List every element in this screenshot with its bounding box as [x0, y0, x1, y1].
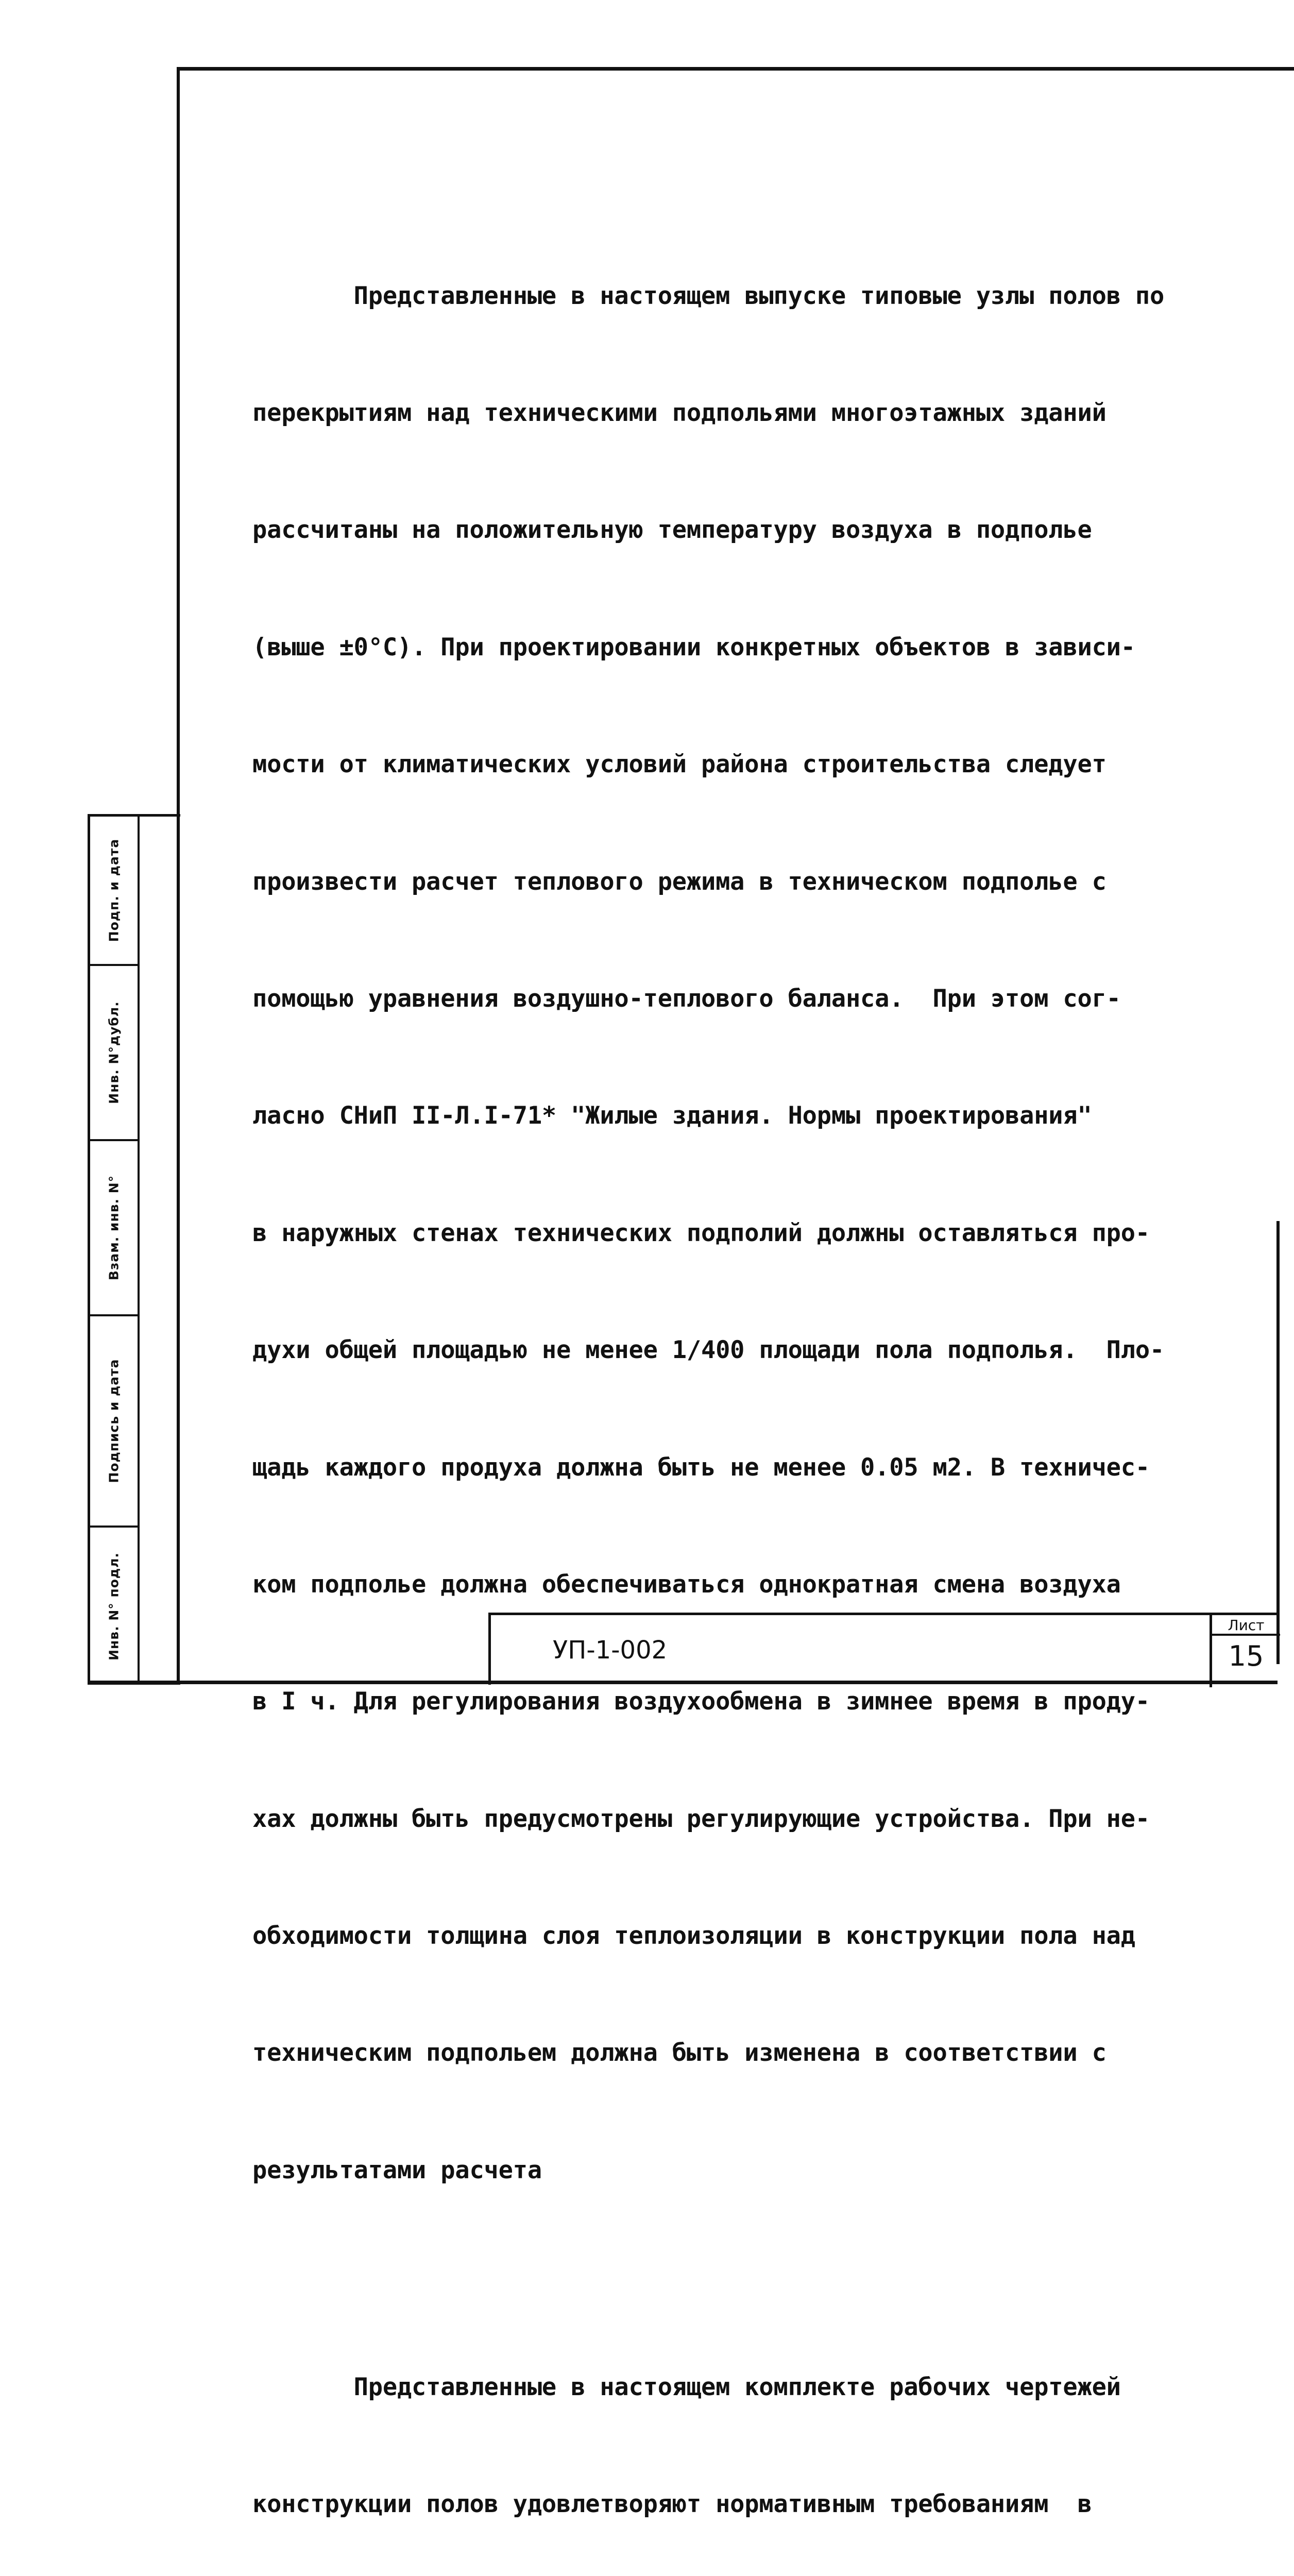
stamp-label: Подпись и дата — [106, 1359, 122, 1483]
stamp-label: Инв. N° подл. — [106, 1552, 122, 1660]
text-line: Представленные в настоящем выпуске типовые узлы полов по — [252, 281, 1165, 310]
frame-top-border — [178, 67, 1294, 71]
stamp-label: Подп. и дата — [106, 838, 122, 942]
text-line: в I ч. Для регулирования воздухообмена в зимнее время в проду- — [252, 1687, 1150, 1716]
text-line: конструкции полов удовлетворяют нормативным требованиям в — [252, 2490, 1092, 2519]
stamp-cell-signature — [90, 1316, 138, 1528]
stamp-label: Инв. N°дубл. — [106, 1001, 122, 1104]
document-code: УП-1-002 — [553, 1636, 668, 1665]
stamp-cell-original-inv — [90, 1528, 138, 1685]
text-line: перекрытиям над техническими подпольями многоэтажных зданий — [252, 398, 1106, 427]
frame-right-border — [1276, 1221, 1280, 1664]
title-block — [488, 1613, 1278, 1685]
text-line: обходимости толщина слоя теплоизоляции в конструкции пола над — [252, 1922, 1135, 1951]
paragraph-1 — [252, 198, 1262, 2268]
binding-stamp — [88, 814, 180, 1685]
document-body — [252, 198, 1262, 2576]
text-line: в наружных стенах технических подполий должны оставляться про- — [252, 1218, 1150, 1247]
paragraph-2 — [252, 2290, 1262, 2576]
stamp-cell-signature-date — [90, 817, 138, 966]
stamp-cell-replacement-inv — [90, 1141, 138, 1316]
text-line: ком подполье должна обеспечиваться однократная смена воздуха — [252, 1570, 1121, 1599]
text-line: духи общей площадью не менее 1/400 площади пола подполья. Пло- — [252, 1336, 1165, 1365]
text-line: хах должны быть предусмотрены регулирующие устройства. При не- — [252, 1804, 1150, 1833]
text-line: ласно СНиП II-Л.I-71* "Жилые здания. Нормы проектирования" — [252, 1101, 1092, 1130]
sheet-label: Лист — [1212, 1615, 1280, 1636]
text-line: Представленные в настоящем комплекте рабочих чертежей — [252, 2372, 1121, 2401]
text-line: техническим подпольем должна быть изменена в соответствии с — [252, 2039, 1106, 2067]
sheet-cell — [1210, 1615, 1280, 1687]
text-line: произвести расчет теплового режима в техническом подполье с — [252, 867, 1106, 896]
text-line: помощью уравнения воздушно-теплового баланса. При этом сог- — [252, 984, 1121, 1013]
stamp-divider — [138, 817, 140, 1682]
text-line: рассчитаны на положительную температуру воздуха в подполье — [252, 516, 1092, 545]
stamp-cell-duplicate-inv — [90, 966, 138, 1141]
text-line: (выше ±0°C). При проектировании конкретных объектов в зависи- — [252, 633, 1135, 662]
text-line: результатами расчета — [252, 2156, 542, 2184]
text-line: щадь каждого продуха должна быть не менее 0.05 м2. В техничес- — [252, 1453, 1150, 1482]
text-line: мости от климатических условий района строительства следует — [252, 750, 1106, 779]
sheet-number: 15 — [1228, 1640, 1264, 1672]
stamp-label: Взам. инв. N° — [106, 1175, 122, 1281]
